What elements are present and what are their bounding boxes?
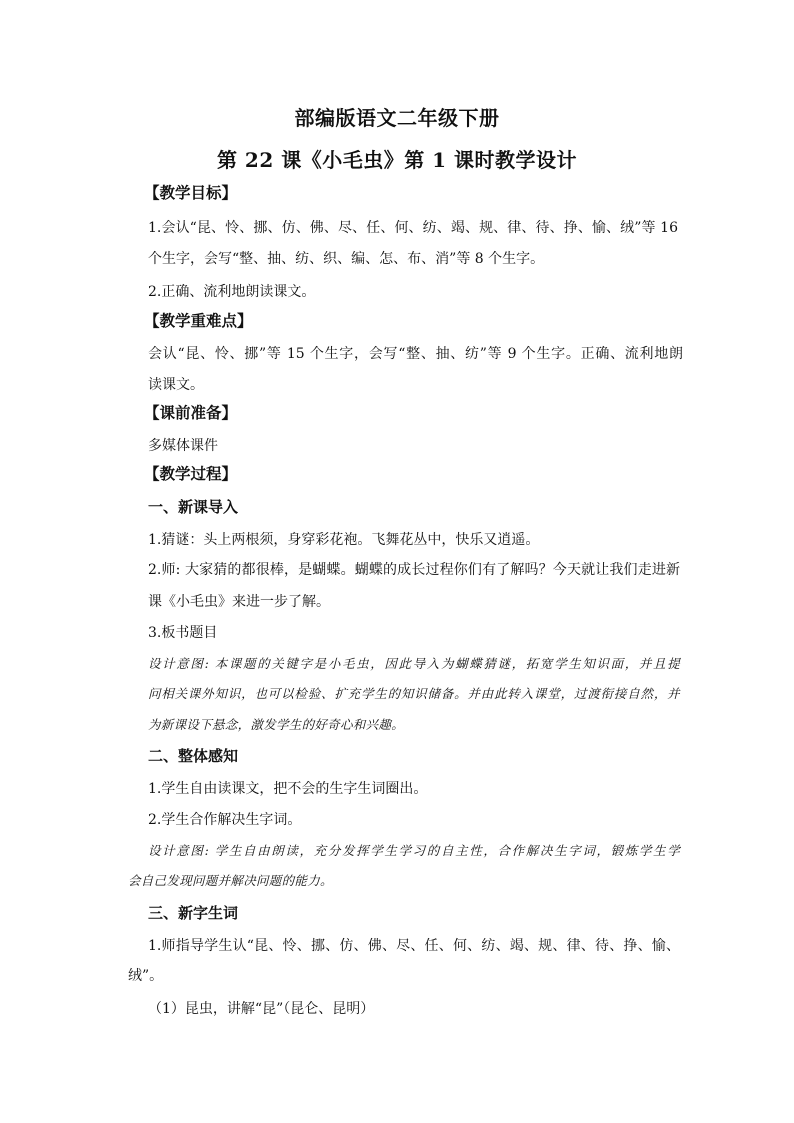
process-heading: 【教学过程】	[144, 464, 238, 483]
objectives-item1-line2: 个生字，会写“整、抽、纺、织、编、怎、布、消”等 8 个生字。	[148, 251, 545, 267]
key-points-line1: 会认“昆、怜、挪”等 15 个生字，会写“整、抽、纺”等 9 个生字。正确、流利地朗	[148, 346, 683, 362]
part3-sub1: （1）昆虫，讲解“昆”（昆仑、昆明）	[148, 1001, 375, 1017]
part1-item2-line2: 课《小毛虫》来进一步了解。	[148, 594, 330, 610]
part2-heading: 二、整体感知	[148, 747, 239, 765]
part2-item1: 1.学生自由读课文，把不会的生字生词圈出。	[148, 781, 428, 797]
lesson-title: 第 22 课《小毛虫》第 1 课时教学设计	[216, 148, 578, 172]
part1-note-line3: 为新课设下悬念，激发学生的好奇心和兴趣。	[148, 717, 405, 732]
part1-note-line2: 问相关课外知识，也可以检验、扩充学生的知识储备。并由此转入课堂，过渡衔接自然，并	[148, 686, 680, 701]
key-points-heading: 【教学重难点】	[144, 311, 253, 330]
part2-note-line2: 会自己发现问题并解决问题的能力。	[128, 873, 333, 888]
part2-note-line1: 设计意图: 学生自由朗读，充分发挥学生学习的自主性，合作解决生字词，锻炼学生学	[148, 843, 680, 858]
key-points-line2: 读课文。	[148, 377, 204, 393]
part1-item3: 3.板书题目	[148, 625, 218, 641]
part3-item1-line1: 1.师指导学生认“昆、怜、挪、仿、佛、尽、任、何、纺、竭、规、律、待、挣、愉、	[148, 938, 680, 954]
document-title: 部编版语文二年级下册	[294, 106, 500, 130]
part1-heading: 一、新课导入	[148, 498, 239, 516]
part2-item2: 2.学生合作解决生字词。	[148, 812, 302, 828]
part3-item1-line2: 绒”。	[128, 968, 164, 984]
part1-item2-line1: 2.师: 大家猜的都很棒，是蝴蝶。蝴蝶的成长过程你们有了解吗？今天就让我们走进新	[148, 562, 680, 578]
objectives-item1-line1: 1.会认“昆、怜、挪、仿、佛、尽、任、何、纺、竭、规、律、待、挣、愉、绒”等 16	[148, 220, 678, 236]
part1-note-line1: 设计意图: 本课题的关键字是小毛虫，因此导入为蝴蝶猜谜，拓宽学生知识面，并且提	[148, 656, 680, 671]
preparation-text: 多媒体课件	[148, 438, 218, 454]
objectives-item2: 2.正确、流利地朗读课文。	[148, 284, 316, 300]
preparation-heading: 【课前准备】	[144, 403, 238, 422]
objectives-heading: 【教学目标】	[144, 183, 238, 202]
part1-item1: 1.猜谜：头上两根须，身穿彩花袍。飞舞花丛中，快乐又逍遥。	[148, 532, 540, 548]
part3-heading: 三、新字生词	[148, 904, 239, 922]
